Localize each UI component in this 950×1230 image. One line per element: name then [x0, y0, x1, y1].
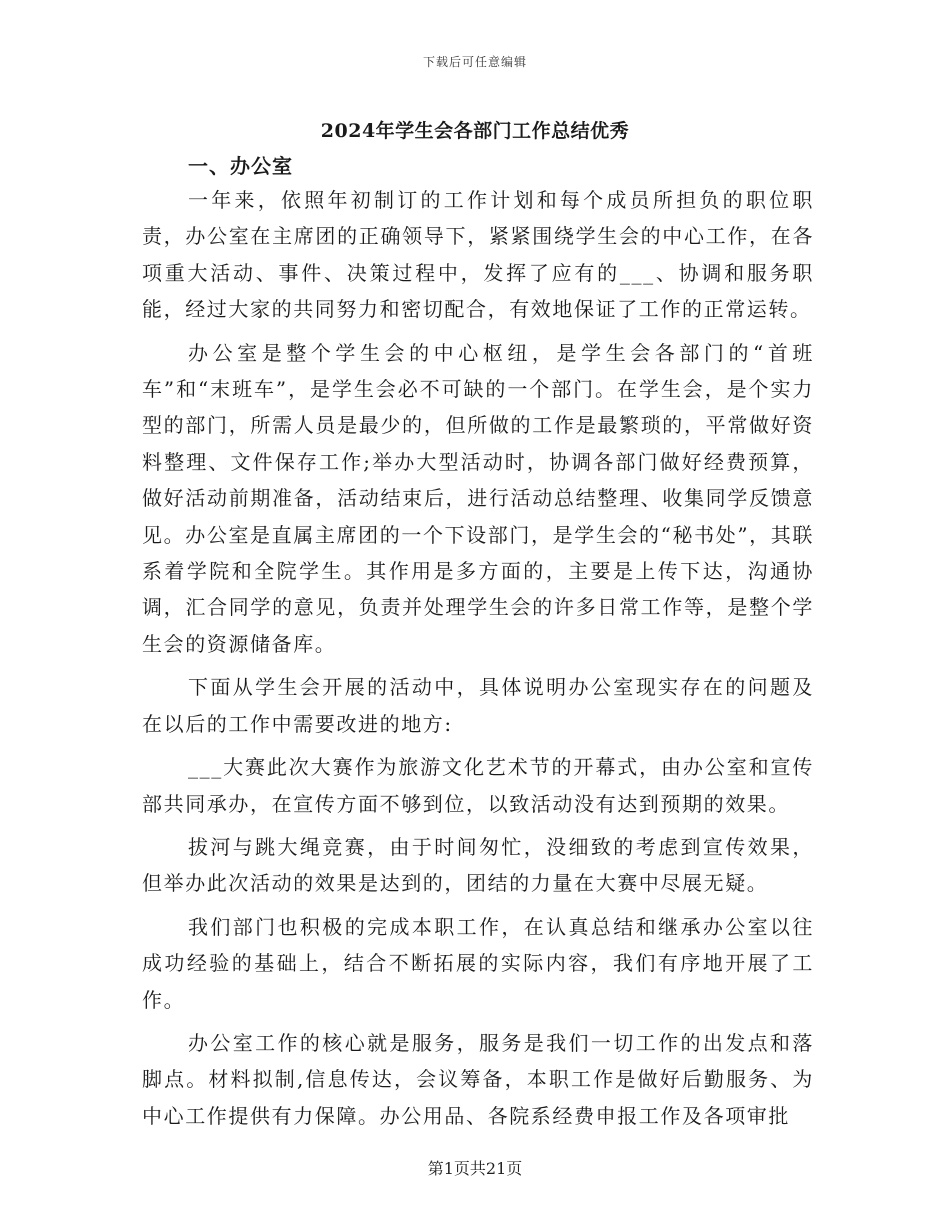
edit-notice: 下载后可任意编辑: [422, 55, 527, 69]
paragraph-4: ___大赛此次大赛作为旅游文化艺术节的开幕式，由办公室和宣传部共同承办，在宣传方面不够到位，以致活动没有达到预期的效果。: [142, 755, 814, 816]
paragraph-5: 拔河与跳大绳竞赛，由于时间匆忙，没细致的考虑到宣传效果，但举办此次活动的效果是达到的，团结的力量在大赛中尽展无疑。: [142, 834, 814, 896]
paragraph-3: 下面从学生会开展的活动中，具体说明办公室现实存在的问题及在以后的工作中需要改进的地方:: [142, 675, 814, 736]
section-heading: 一、办公室: [188, 154, 293, 178]
paragraph-7: 办公室工作的核心就是服务，服务是我们一切工作的出发点和落脚点。材料拟制,信息传达，会议筹备，本职工作是做好后勤服务、为中心工作提供有力保障。办公用品、各院系经费申报工作及各项审批: [142, 1030, 814, 1128]
document-title: 2024年学生会各部门工作总结优秀: [320, 120, 630, 142]
paragraph-2: 办公室是整个学生会的中心枢纽，是学生会各部门的“首班车”和“末班车”，是学生会必不可缺的一个部门。在学生会，是个实力型的部门，所需人员是最少的，但所做的工作是最繁琐的，平常做好资料整理、文件保存工作;举办大型活动时，协调各部门做好经费预算，做好活动前期准备，活动结束后，进行活动总结整理、收集同学反馈意见。办公室是直属主席团的一个下设部门，是学生会的“秘书处”，其联系着学院和全院学生。其作用是多方面的，主要是上传下达，沟通协调，汇合同学的意见，负责并处理学生会的许多日常工作等，是整个学生会的资源储备库。: [142, 340, 814, 656]
page-indicator: 第1页共21页: [427, 1159, 523, 1178]
paragraph-1: 一年来，依照年初制订的工作计划和每个成员所担负的职位职责，办公室在主席团的正确领导下，紧紧围绕学生会的中心工作，在各项重大活动、事件、决策过程中，发挥了应有的___、协调和服务职能，经过大家的共同努力和密切配合，有效地保证了工作的正常运转。: [142, 188, 814, 322]
document-body: [142, 182, 814, 1141]
paragraph-6: 我们部门也积极的完成本职工作，在认真总结和继承办公室以往成功经验的基础上，结合不断拓展的实际内容，我们有序地开展了工作。: [142, 914, 814, 1012]
